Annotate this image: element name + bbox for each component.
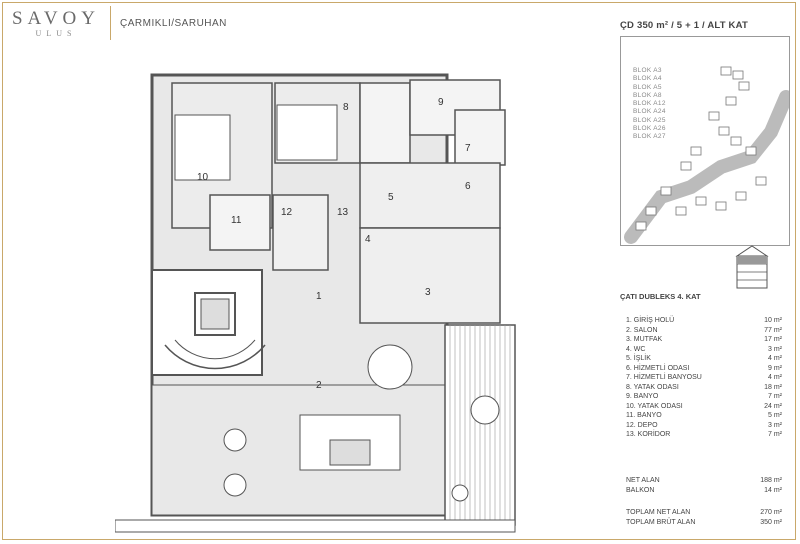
plan-label-9: 9	[438, 97, 444, 108]
plan-label-8: 8	[343, 102, 349, 113]
room-name: 10. YATAK ODASI	[626, 402, 683, 410]
total-row	[626, 508, 782, 518]
armchair-1	[224, 429, 246, 451]
room-name: 11. BANYO	[626, 412, 662, 419]
block-item: BLOK A27	[633, 133, 666, 141]
room-name: 6. HİZMETLİ ODASI	[626, 364, 690, 372]
room-9-bath	[360, 83, 410, 163]
floor-plan-drawing	[115, 55, 615, 535]
room-row	[626, 326, 782, 336]
site-keyplan	[620, 36, 790, 246]
total-area: 14 m²	[764, 487, 782, 494]
room-7	[455, 110, 505, 165]
terrace-plant	[471, 396, 499, 424]
room-row	[626, 345, 782, 355]
room-area: 10 m²	[764, 317, 782, 324]
unit-title: ÇD 350 m² / 5 + 1 / ALT KAT	[620, 20, 748, 31]
brand-sub: ULUS	[35, 29, 77, 38]
room-row	[626, 364, 782, 374]
room-area: 4 m²	[768, 355, 782, 362]
plan-label-7: 7	[465, 143, 471, 154]
plan-label-13: 13	[337, 207, 349, 218]
room-row	[626, 421, 782, 431]
room-row	[626, 392, 782, 402]
bed-8	[277, 105, 337, 160]
room-area: 7 m²	[768, 393, 782, 400]
section-title: ÇATI DUBLEKS 4. KAT	[620, 292, 701, 301]
room-name: 4. WC	[626, 345, 646, 353]
room-row	[626, 411, 782, 421]
total-area: 270 m²	[760, 509, 782, 516]
floor-plan	[115, 55, 615, 535]
block-item: BLOK A5	[633, 83, 662, 91]
block-item: BLOK A26	[633, 125, 666, 133]
room-name: 9. BANYO	[626, 393, 659, 400]
room-list	[626, 316, 782, 440]
info-panel	[620, 14, 790, 534]
block-item: BLOK A8	[633, 91, 662, 99]
room-name: 12. DEPO	[626, 421, 658, 429]
room-area: 3 m²	[768, 345, 782, 353]
block-item: BLOK A4	[633, 75, 662, 83]
dining-table	[368, 345, 412, 389]
total-row	[626, 486, 782, 496]
total-name: BALKON	[626, 487, 655, 494]
plan-label-4: 4	[365, 234, 371, 245]
room-5-6	[360, 163, 500, 228]
total-row	[626, 518, 782, 528]
block-item: BLOK A25	[633, 116, 666, 124]
room-area: 24 m²	[764, 402, 782, 410]
total-area: 188 m²	[760, 477, 782, 484]
block-item: BLOK A12	[633, 100, 666, 108]
room-row	[626, 335, 782, 345]
plan-label-10: 10	[197, 172, 209, 183]
room-name: 13. KORİDOR	[626, 431, 671, 438]
brand-logo	[10, 8, 102, 38]
coffee-table	[330, 440, 370, 465]
total-name: TOPLAM NET ALAN	[626, 509, 691, 516]
room-name: 3. MUTFAK	[626, 336, 663, 343]
room-area: 9 m²	[768, 364, 782, 372]
bottom-balcony	[115, 520, 515, 532]
plan-label-1: 1	[316, 291, 322, 302]
room-name: 5. İŞLİK	[626, 355, 651, 362]
elevator-inner	[201, 299, 229, 329]
room-area: 17 m²	[764, 336, 782, 343]
room-3-4	[360, 228, 500, 323]
room-area: 77 m²	[764, 326, 782, 334]
total-name: NET ALAN	[626, 477, 660, 484]
header-divider	[110, 6, 111, 40]
room-name: 7. HİZMETLİ BANYOSU	[626, 374, 702, 381]
total-row	[626, 476, 782, 486]
room-name: 8. YATAK ODASI	[626, 383, 679, 391]
armchair-2	[224, 474, 246, 496]
room-area: 4 m²	[768, 374, 782, 381]
block-item: BLOK A3	[633, 67, 662, 74]
area-totals	[626, 476, 782, 528]
plan-label-5: 5	[388, 192, 394, 203]
room-row	[626, 430, 782, 440]
brand-name: SAVOY	[11, 8, 100, 29]
plan-label-6: 6	[465, 181, 471, 192]
room-row	[626, 373, 782, 383]
total-area: 350 m²	[760, 519, 782, 526]
plan-label-11: 11	[231, 215, 242, 226]
room-area: 18 m²	[764, 383, 782, 391]
room-name: 2. SALON	[626, 326, 658, 334]
room-row	[626, 383, 782, 393]
plan-label-3: 3	[425, 287, 431, 298]
room-area: 5 m²	[768, 412, 782, 419]
location-title: ÇARMIKLI/SARUHAN	[120, 18, 227, 29]
room-row	[626, 316, 782, 326]
block-list	[633, 67, 666, 142]
building-section-icon	[732, 242, 772, 292]
block-item: BLOK A24	[633, 108, 666, 116]
room-area: 7 m²	[768, 431, 782, 438]
room-row	[626, 402, 782, 412]
room-name: 1. GİRİŞ HOLÜ	[626, 317, 675, 324]
plan-label-12: 12	[281, 207, 293, 218]
total-name: TOPLAM BRÜT ALAN	[626, 519, 696, 526]
planter	[452, 485, 468, 501]
room-area: 3 m²	[768, 421, 782, 429]
plan-label-2: 2	[316, 380, 322, 391]
bed-10	[175, 115, 230, 180]
room-row	[626, 354, 782, 364]
